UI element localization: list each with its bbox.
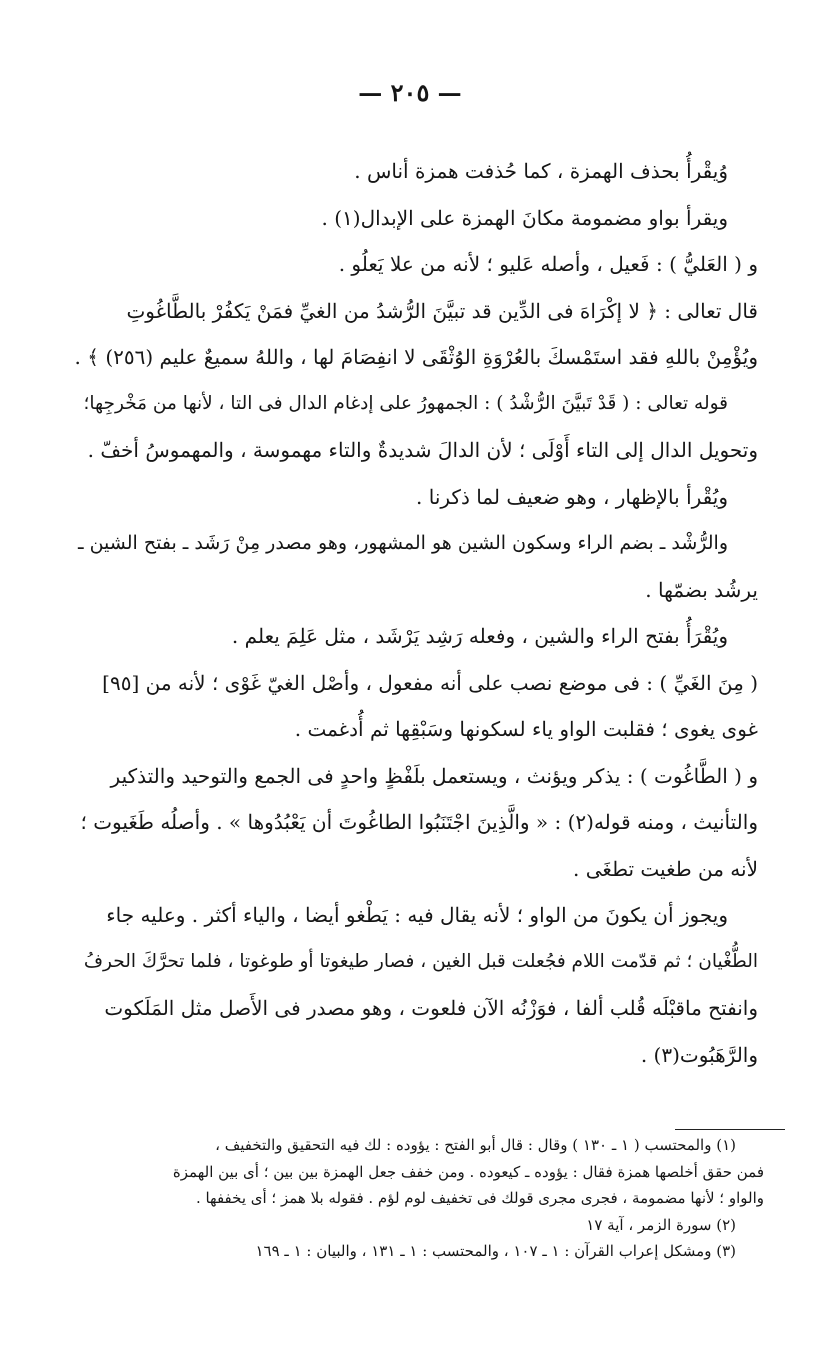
text-line: ويُؤْمِنْ باللهِ فقد استَمْسكَ بالعُرْوَةِ الوُثْقَى لا انفِصَامَ لها ، واللهُ سميعٌ عليم (٢٥٦) ﴾ . xyxy=(74,345,758,369)
text-line: والتأنيث ، ومنه قوله(٢) : « والَّذِينَ اجْتَنَبُوا الطاغُوتَ أن يَعْبُدُوها » . وأصلُه طَغَيوت ؛ xyxy=(80,810,758,834)
text-line: الطُّغْيان ؛ ثم قدّمت اللام فجُعلت قبل الغين ، فصار طيغوتا أو طوغوتا ، فلما تحرَّكَ الحرفُ xyxy=(83,950,758,972)
text-line: قوله تعالى : ( قَدْ تَبيَّنَ الرُّشْدُ ) : الجمهورُ على إدغام الدال فى التا ، لأنها من مَخْرجِها؛ xyxy=(83,392,728,414)
text-line: وُيقْرأُ بحذف الهمزة ، كما حُذفت همزة أناس . xyxy=(354,159,728,183)
footnote-line: (١) والمحتسب ( ١ ـ ١٣٠ ) وقال : قال أبو الفتح : يؤوده : لك فيه التحقيق والتخفيف ، xyxy=(215,1136,736,1154)
footnote-line: (٢) سورة الزمر ، آية ١٧ xyxy=(586,1215,736,1234)
text-line: والرَّهَبُوت(٣) . xyxy=(640,1042,758,1067)
main-text xyxy=(68,148,758,1078)
text-line: والرُّشْد ـ بضم الراء وسكون الشين هو المشهور، وهو مصدر مِنْ رَشَد ـ بفتح الشين ـ xyxy=(77,532,728,554)
footnote-line: فمن حقق أخلصها همزة فقال : يؤوده ـ كيعوده . ومن خفف جعل الهمزة بين بين ؛ أى بين الهمزة xyxy=(172,1162,764,1181)
text-line: لأنه من طغيت تطغَى . xyxy=(573,856,758,881)
footnotes xyxy=(72,1132,764,1265)
text-line: قال تعالى : ﴿ لا إكْرَاهَ فى الدِّين قد تبيَّنَ الرُّشدُ من الغيِّ فمَنْ يَكفُرْ بالطَّاغُوتِ xyxy=(126,298,758,323)
text-line: وانفتح ماقبْلَه قُلب ألفا ، فوَزْنُه الآن فلعوت ، وهو مصدر فى الأَصل مثل المَلَكوت xyxy=(104,996,758,1020)
footnote-divider xyxy=(675,1129,785,1130)
text-line: ويجوز أن يكونَ من الواو ؛ لأنه يقال فيه : يَطْغو أيضا ، والياء أكثر . وعليه جاء xyxy=(106,903,728,927)
text-line: ويقرأ بواو مضمومة مكانَ الهمزة على الإبدال(١) . xyxy=(321,205,728,230)
text-line: و ( العَليُّ ) : فَعيل ، وأصله عَليو ؛ لأنه من علا يَعلُو . xyxy=(338,252,758,276)
text-line: وتحويل الدال إلى التاء أَوْلَى ؛ لأن الدالَ شديدةٌ والتاء مهموسة ، والمهموسُ أخفّ . xyxy=(87,438,758,462)
text-line: ويُقْرَأُ بفتح الراء والشين ، وفعله رَشِد يَرْشَد ، مثل عَلِمَ يعلم . xyxy=(231,624,728,648)
text-line: يرشُد بضمّها . xyxy=(645,577,758,602)
page-number: — ٢٠٥ — xyxy=(358,78,462,107)
text-line: غوى يغوى ؛ فقلبت الواو ياء لسكونها وسَبْقِها ثم أُدغمت . xyxy=(294,717,758,741)
text-line: و ( الطَّاغُوت ) : يذكر ويؤنث ، ويستعمل بلَفْظٍ واحدٍ فى الجمع والتوحيد والتذكير xyxy=(110,763,758,788)
footnote-line: (٣) ومشكل إعراب القرآن : ١ ـ ١٠٧ ، والمحتسب : ١ ـ ١٣١ ، والبيان : ١ ـ ١٦٩ xyxy=(255,1242,736,1260)
text-line: ( مِنَ الغَيِّ ) : فى موضع نصب على أنه مفعول ، وأصْل الغيّ غَوْى ؛ لأنه من [٩٥] xyxy=(102,670,758,695)
text-line: ويُقْرأ بالإظهار ، وهو ضعيف لما ذكرنا . xyxy=(416,484,728,509)
footnote-line: والواو ؛ لأنها مضمومة ، فجرى مجرى قولك فى تخفيف لوم لؤم . فقوله بلا همز ؛ أى يخففها . xyxy=(195,1189,764,1207)
